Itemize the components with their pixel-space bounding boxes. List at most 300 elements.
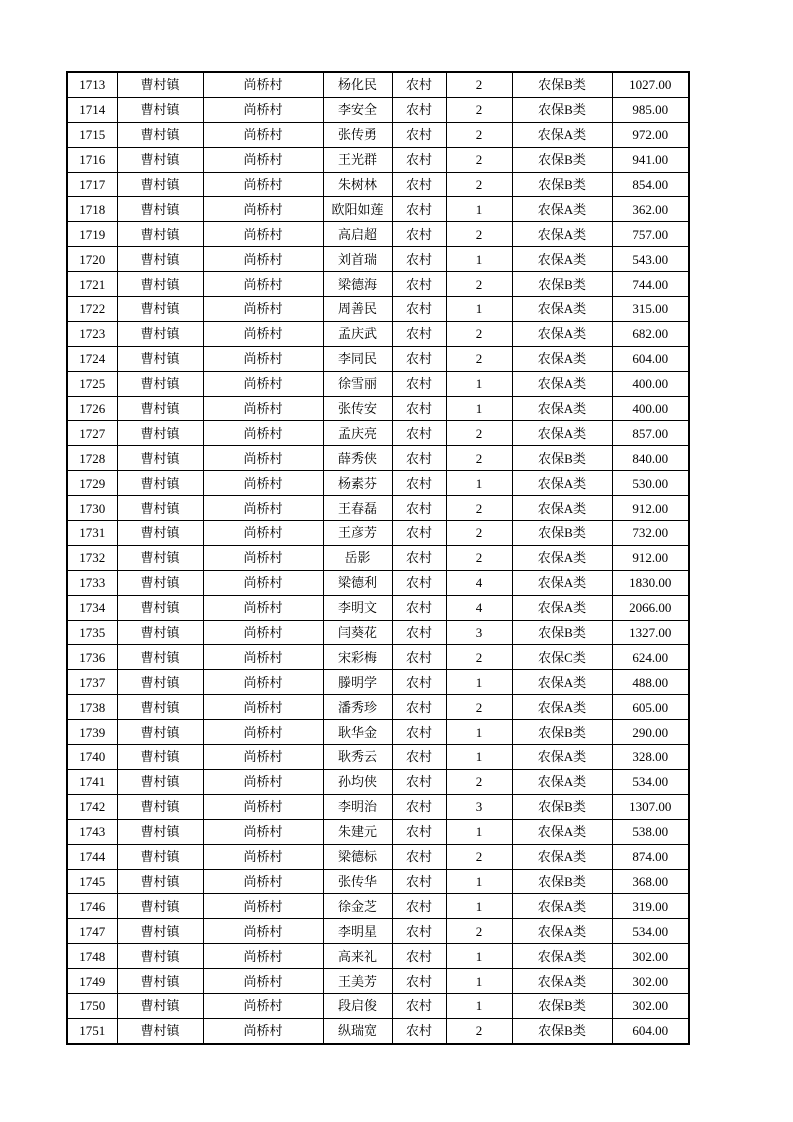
cell-village: 尚桥村 bbox=[203, 993, 323, 1018]
cell-person-name: 朱建元 bbox=[323, 819, 392, 844]
cell-person-name: 徐雪丽 bbox=[323, 371, 392, 396]
cell-village: 尚桥村 bbox=[203, 446, 323, 471]
cell-person-count: 4 bbox=[446, 570, 512, 595]
table-row bbox=[67, 595, 689, 620]
cell-person-count: 1 bbox=[446, 894, 512, 919]
cell-person-count: 1 bbox=[446, 371, 512, 396]
cell-village: 尚桥村 bbox=[203, 97, 323, 122]
cell-serial-number: 1720 bbox=[67, 247, 117, 272]
cell-town: 曹村镇 bbox=[117, 521, 203, 546]
cell-town: 曹村镇 bbox=[117, 794, 203, 819]
cell-person-name: 潘秀珍 bbox=[323, 695, 392, 720]
cell-person-name: 杨素芬 bbox=[323, 471, 392, 496]
table-row bbox=[67, 745, 689, 770]
cell-person-name: 纵瑞宽 bbox=[323, 1018, 392, 1043]
cell-village: 尚桥村 bbox=[203, 272, 323, 297]
cell-person-count: 2 bbox=[446, 496, 512, 521]
cell-residence-type: 农村 bbox=[392, 720, 446, 745]
cell-insurance-category: 农保A类 bbox=[512, 919, 612, 944]
table-row bbox=[67, 272, 689, 297]
cell-insurance-category: 农保A类 bbox=[512, 421, 612, 446]
cell-amount: 1327.00 bbox=[612, 620, 689, 645]
cell-person-name: 徐金芝 bbox=[323, 894, 392, 919]
cell-serial-number: 1728 bbox=[67, 446, 117, 471]
cell-residence-type: 农村 bbox=[392, 595, 446, 620]
cell-amount: 757.00 bbox=[612, 222, 689, 247]
cell-person-count: 2 bbox=[446, 147, 512, 172]
cell-amount: 604.00 bbox=[612, 1018, 689, 1043]
cell-residence-type: 农村 bbox=[392, 944, 446, 969]
cell-person-count: 3 bbox=[446, 620, 512, 645]
cell-insurance-category: 农保A类 bbox=[512, 545, 612, 570]
cell-town: 曹村镇 bbox=[117, 695, 203, 720]
cell-person-count: 1 bbox=[446, 993, 512, 1018]
cell-town: 曹村镇 bbox=[117, 670, 203, 695]
cell-town: 曹村镇 bbox=[117, 272, 203, 297]
cell-person-count: 2 bbox=[446, 72, 512, 97]
cell-town: 曹村镇 bbox=[117, 122, 203, 147]
cell-serial-number: 1717 bbox=[67, 172, 117, 197]
table-row bbox=[67, 446, 689, 471]
cell-village: 尚桥村 bbox=[203, 670, 323, 695]
cell-residence-type: 农村 bbox=[392, 745, 446, 770]
cell-insurance-category: 农保A类 bbox=[512, 471, 612, 496]
cell-person-count: 1 bbox=[446, 969, 512, 994]
cell-residence-type: 农村 bbox=[392, 147, 446, 172]
cell-person-count: 2 bbox=[446, 172, 512, 197]
cell-person-name: 周善民 bbox=[323, 297, 392, 322]
table-row bbox=[67, 620, 689, 645]
cell-serial-number: 1731 bbox=[67, 521, 117, 546]
cell-residence-type: 农村 bbox=[392, 570, 446, 595]
cell-insurance-category: 农保A类 bbox=[512, 944, 612, 969]
cell-residence-type: 农村 bbox=[392, 769, 446, 794]
cell-amount: 854.00 bbox=[612, 172, 689, 197]
cell-village: 尚桥村 bbox=[203, 471, 323, 496]
cell-serial-number: 1722 bbox=[67, 297, 117, 322]
cell-person-name: 高启超 bbox=[323, 222, 392, 247]
cell-town: 曹村镇 bbox=[117, 421, 203, 446]
cell-village: 尚桥村 bbox=[203, 172, 323, 197]
cell-town: 曹村镇 bbox=[117, 620, 203, 645]
cell-serial-number: 1729 bbox=[67, 471, 117, 496]
cell-residence-type: 农村 bbox=[392, 297, 446, 322]
cell-serial-number: 1750 bbox=[67, 993, 117, 1018]
cell-village: 尚桥村 bbox=[203, 197, 323, 222]
cell-person-name: 滕明学 bbox=[323, 670, 392, 695]
cell-amount: 534.00 bbox=[612, 919, 689, 944]
cell-town: 曹村镇 bbox=[117, 570, 203, 595]
cell-person-name: 张传安 bbox=[323, 396, 392, 421]
cell-person-name: 张传华 bbox=[323, 869, 392, 894]
cell-person-name: 孟庆亮 bbox=[323, 421, 392, 446]
cell-town: 曹村镇 bbox=[117, 1018, 203, 1043]
cell-amount: 605.00 bbox=[612, 695, 689, 720]
payment-table bbox=[66, 71, 690, 1045]
cell-village: 尚桥村 bbox=[203, 595, 323, 620]
cell-serial-number: 1733 bbox=[67, 570, 117, 595]
cell-town: 曹村镇 bbox=[117, 321, 203, 346]
table-row bbox=[67, 969, 689, 994]
cell-person-count: 1 bbox=[446, 247, 512, 272]
cell-serial-number: 1736 bbox=[67, 645, 117, 670]
cell-amount: 732.00 bbox=[612, 521, 689, 546]
cell-residence-type: 农村 bbox=[392, 421, 446, 446]
cell-person-count: 3 bbox=[446, 794, 512, 819]
cell-residence-type: 农村 bbox=[392, 969, 446, 994]
cell-serial-number: 1751 bbox=[67, 1018, 117, 1043]
cell-town: 曹村镇 bbox=[117, 919, 203, 944]
cell-insurance-category: 农保B类 bbox=[512, 97, 612, 122]
cell-town: 曹村镇 bbox=[117, 446, 203, 471]
cell-village: 尚桥村 bbox=[203, 695, 323, 720]
cell-person-name: 宋彩梅 bbox=[323, 645, 392, 670]
cell-town: 曹村镇 bbox=[117, 346, 203, 371]
cell-village: 尚桥村 bbox=[203, 969, 323, 994]
cell-serial-number: 1746 bbox=[67, 894, 117, 919]
cell-village: 尚桥村 bbox=[203, 297, 323, 322]
table-row bbox=[67, 396, 689, 421]
cell-insurance-category: 农保A类 bbox=[512, 769, 612, 794]
cell-person-count: 1 bbox=[446, 197, 512, 222]
cell-residence-type: 农村 bbox=[392, 222, 446, 247]
cell-village: 尚桥村 bbox=[203, 869, 323, 894]
table-row bbox=[67, 869, 689, 894]
cell-serial-number: 1747 bbox=[67, 919, 117, 944]
cell-town: 曹村镇 bbox=[117, 645, 203, 670]
table-row bbox=[67, 371, 689, 396]
cell-person-name: 朱树林 bbox=[323, 172, 392, 197]
cell-amount: 840.00 bbox=[612, 446, 689, 471]
table-row bbox=[67, 97, 689, 122]
cell-amount: 319.00 bbox=[612, 894, 689, 919]
cell-amount: 315.00 bbox=[612, 297, 689, 322]
cell-person-count: 2 bbox=[446, 919, 512, 944]
cell-amount: 538.00 bbox=[612, 819, 689, 844]
cell-village: 尚桥村 bbox=[203, 346, 323, 371]
cell-insurance-category: 农保B类 bbox=[512, 720, 612, 745]
cell-serial-number: 1725 bbox=[67, 371, 117, 396]
cell-insurance-category: 农保C类 bbox=[512, 645, 612, 670]
cell-serial-number: 1744 bbox=[67, 844, 117, 869]
cell-village: 尚桥村 bbox=[203, 944, 323, 969]
cell-person-count: 2 bbox=[446, 1018, 512, 1043]
cell-person-name: 李同民 bbox=[323, 346, 392, 371]
cell-insurance-category: 农保A类 bbox=[512, 247, 612, 272]
cell-insurance-category: 农保A类 bbox=[512, 396, 612, 421]
cell-town: 曹村镇 bbox=[117, 72, 203, 97]
cell-amount: 290.00 bbox=[612, 720, 689, 745]
cell-person-count: 1 bbox=[446, 396, 512, 421]
cell-person-count: 2 bbox=[446, 645, 512, 670]
cell-serial-number: 1718 bbox=[67, 197, 117, 222]
cell-serial-number: 1738 bbox=[67, 695, 117, 720]
cell-person-count: 2 bbox=[446, 222, 512, 247]
cell-insurance-category: 农保A类 bbox=[512, 496, 612, 521]
cell-residence-type: 农村 bbox=[392, 371, 446, 396]
cell-amount: 302.00 bbox=[612, 993, 689, 1018]
cell-village: 尚桥村 bbox=[203, 844, 323, 869]
table-row bbox=[67, 147, 689, 172]
cell-village: 尚桥村 bbox=[203, 794, 323, 819]
cell-amount: 302.00 bbox=[612, 944, 689, 969]
cell-amount: 624.00 bbox=[612, 645, 689, 670]
cell-town: 曹村镇 bbox=[117, 545, 203, 570]
cell-serial-number: 1749 bbox=[67, 969, 117, 994]
table-row bbox=[67, 197, 689, 222]
cell-town: 曹村镇 bbox=[117, 247, 203, 272]
cell-amount: 857.00 bbox=[612, 421, 689, 446]
cell-village: 尚桥村 bbox=[203, 371, 323, 396]
cell-village: 尚桥村 bbox=[203, 496, 323, 521]
cell-insurance-category: 农保B类 bbox=[512, 172, 612, 197]
cell-residence-type: 农村 bbox=[392, 122, 446, 147]
cell-town: 曹村镇 bbox=[117, 471, 203, 496]
cell-person-name: 张传勇 bbox=[323, 122, 392, 147]
cell-amount: 488.00 bbox=[612, 670, 689, 695]
table-row bbox=[67, 545, 689, 570]
cell-person-name: 梁德利 bbox=[323, 570, 392, 595]
cell-serial-number: 1741 bbox=[67, 769, 117, 794]
cell-insurance-category: 农保B类 bbox=[512, 1018, 612, 1043]
cell-person-count: 2 bbox=[446, 446, 512, 471]
table-row bbox=[67, 645, 689, 670]
cell-village: 尚桥村 bbox=[203, 122, 323, 147]
cell-amount: 985.00 bbox=[612, 97, 689, 122]
table-row bbox=[67, 471, 689, 496]
cell-residence-type: 农村 bbox=[392, 819, 446, 844]
cell-town: 曹村镇 bbox=[117, 371, 203, 396]
cell-town: 曹村镇 bbox=[117, 745, 203, 770]
cell-insurance-category: 农保B类 bbox=[512, 147, 612, 172]
cell-serial-number: 1721 bbox=[67, 272, 117, 297]
cell-serial-number: 1713 bbox=[67, 72, 117, 97]
table-row bbox=[67, 695, 689, 720]
cell-village: 尚桥村 bbox=[203, 570, 323, 595]
cell-residence-type: 农村 bbox=[392, 645, 446, 670]
cell-person-name: 李明文 bbox=[323, 595, 392, 620]
cell-insurance-category: 农保A类 bbox=[512, 371, 612, 396]
cell-person-name: 薛秀侠 bbox=[323, 446, 392, 471]
cell-residence-type: 农村 bbox=[392, 197, 446, 222]
table-row bbox=[67, 346, 689, 371]
cell-residence-type: 农村 bbox=[392, 993, 446, 1018]
cell-village: 尚桥村 bbox=[203, 247, 323, 272]
cell-insurance-category: 农保A类 bbox=[512, 894, 612, 919]
cell-village: 尚桥村 bbox=[203, 769, 323, 794]
table-row bbox=[67, 496, 689, 521]
cell-person-count: 1 bbox=[446, 944, 512, 969]
cell-insurance-category: 农保A类 bbox=[512, 969, 612, 994]
cell-amount: 912.00 bbox=[612, 545, 689, 570]
cell-village: 尚桥村 bbox=[203, 521, 323, 546]
cell-person-count: 1 bbox=[446, 471, 512, 496]
cell-serial-number: 1748 bbox=[67, 944, 117, 969]
cell-town: 曹村镇 bbox=[117, 844, 203, 869]
cell-town: 曹村镇 bbox=[117, 944, 203, 969]
cell-town: 曹村镇 bbox=[117, 720, 203, 745]
cell-serial-number: 1734 bbox=[67, 595, 117, 620]
cell-insurance-category: 农保B类 bbox=[512, 869, 612, 894]
cell-person-count: 2 bbox=[446, 122, 512, 147]
cell-insurance-category: 农保A类 bbox=[512, 222, 612, 247]
cell-person-count: 2 bbox=[446, 321, 512, 346]
cell-person-name: 孙均侠 bbox=[323, 769, 392, 794]
cell-residence-type: 农村 bbox=[392, 272, 446, 297]
payment-table-body bbox=[67, 72, 689, 1044]
cell-town: 曹村镇 bbox=[117, 869, 203, 894]
cell-insurance-category: 农保A类 bbox=[512, 122, 612, 147]
cell-amount: 534.00 bbox=[612, 769, 689, 794]
cell-serial-number: 1743 bbox=[67, 819, 117, 844]
cell-town: 曹村镇 bbox=[117, 172, 203, 197]
cell-serial-number: 1716 bbox=[67, 147, 117, 172]
table-row bbox=[67, 993, 689, 1018]
table-row bbox=[67, 894, 689, 919]
cell-insurance-category: 农保A类 bbox=[512, 321, 612, 346]
table-row bbox=[67, 247, 689, 272]
cell-residence-type: 农村 bbox=[392, 97, 446, 122]
table-row bbox=[67, 1018, 689, 1043]
cell-serial-number: 1737 bbox=[67, 670, 117, 695]
cell-insurance-category: 农保B类 bbox=[512, 794, 612, 819]
cell-village: 尚桥村 bbox=[203, 1018, 323, 1043]
cell-insurance-category: 农保B类 bbox=[512, 446, 612, 471]
table-row bbox=[67, 297, 689, 322]
cell-person-name: 王春磊 bbox=[323, 496, 392, 521]
cell-amount: 1307.00 bbox=[612, 794, 689, 819]
cell-town: 曹村镇 bbox=[117, 993, 203, 1018]
cell-serial-number: 1714 bbox=[67, 97, 117, 122]
cell-residence-type: 农村 bbox=[392, 247, 446, 272]
cell-insurance-category: 农保A类 bbox=[512, 670, 612, 695]
cell-residence-type: 农村 bbox=[392, 496, 446, 521]
cell-insurance-category: 农保B类 bbox=[512, 72, 612, 97]
cell-insurance-category: 农保B类 bbox=[512, 993, 612, 1018]
cell-village: 尚桥村 bbox=[203, 72, 323, 97]
cell-insurance-category: 农保A类 bbox=[512, 819, 612, 844]
cell-serial-number: 1715 bbox=[67, 122, 117, 147]
cell-amount: 604.00 bbox=[612, 346, 689, 371]
cell-amount: 1830.00 bbox=[612, 570, 689, 595]
cell-residence-type: 农村 bbox=[392, 72, 446, 97]
cell-residence-type: 农村 bbox=[392, 620, 446, 645]
cell-person-name: 梁德标 bbox=[323, 844, 392, 869]
cell-residence-type: 农村 bbox=[392, 919, 446, 944]
cell-serial-number: 1735 bbox=[67, 620, 117, 645]
table-row bbox=[67, 521, 689, 546]
cell-amount: 941.00 bbox=[612, 147, 689, 172]
cell-residence-type: 农村 bbox=[392, 1018, 446, 1043]
cell-village: 尚桥村 bbox=[203, 745, 323, 770]
cell-village: 尚桥村 bbox=[203, 819, 323, 844]
cell-person-count: 4 bbox=[446, 595, 512, 620]
cell-serial-number: 1726 bbox=[67, 396, 117, 421]
cell-serial-number: 1724 bbox=[67, 346, 117, 371]
cell-serial-number: 1745 bbox=[67, 869, 117, 894]
table-row bbox=[67, 122, 689, 147]
cell-insurance-category: 农保A类 bbox=[512, 346, 612, 371]
cell-serial-number: 1730 bbox=[67, 496, 117, 521]
cell-amount: 972.00 bbox=[612, 122, 689, 147]
table-row bbox=[67, 570, 689, 595]
table-row bbox=[67, 720, 689, 745]
cell-town: 曹村镇 bbox=[117, 894, 203, 919]
cell-insurance-category: 农保B类 bbox=[512, 521, 612, 546]
cell-person-count: 1 bbox=[446, 819, 512, 844]
table-row bbox=[67, 321, 689, 346]
cell-town: 曹村镇 bbox=[117, 819, 203, 844]
cell-residence-type: 农村 bbox=[392, 471, 446, 496]
cell-amount: 682.00 bbox=[612, 321, 689, 346]
cell-person-count: 2 bbox=[446, 521, 512, 546]
cell-amount: 1027.00 bbox=[612, 72, 689, 97]
cell-town: 曹村镇 bbox=[117, 147, 203, 172]
cell-insurance-category: 农保A类 bbox=[512, 595, 612, 620]
cell-village: 尚桥村 bbox=[203, 396, 323, 421]
cell-person-name: 李明星 bbox=[323, 919, 392, 944]
cell-town: 曹村镇 bbox=[117, 197, 203, 222]
cell-person-count: 2 bbox=[446, 272, 512, 297]
cell-village: 尚桥村 bbox=[203, 720, 323, 745]
cell-town: 曹村镇 bbox=[117, 396, 203, 421]
cell-person-name: 刘首瑞 bbox=[323, 247, 392, 272]
cell-insurance-category: 农保A类 bbox=[512, 297, 612, 322]
cell-amount: 362.00 bbox=[612, 197, 689, 222]
cell-person-count: 1 bbox=[446, 745, 512, 770]
cell-person-count: 2 bbox=[446, 769, 512, 794]
cell-amount: 874.00 bbox=[612, 844, 689, 869]
cell-person-count: 2 bbox=[446, 844, 512, 869]
cell-person-name: 高来礼 bbox=[323, 944, 392, 969]
cell-person-name: 岳影 bbox=[323, 545, 392, 570]
cell-person-count: 2 bbox=[446, 346, 512, 371]
cell-serial-number: 1727 bbox=[67, 421, 117, 446]
cell-village: 尚桥村 bbox=[203, 645, 323, 670]
cell-person-name: 耿秀云 bbox=[323, 745, 392, 770]
cell-town: 曹村镇 bbox=[117, 222, 203, 247]
cell-person-name: 孟庆武 bbox=[323, 321, 392, 346]
cell-amount: 400.00 bbox=[612, 396, 689, 421]
cell-residence-type: 农村 bbox=[392, 844, 446, 869]
cell-serial-number: 1723 bbox=[67, 321, 117, 346]
cell-residence-type: 农村 bbox=[392, 172, 446, 197]
cell-town: 曹村镇 bbox=[117, 297, 203, 322]
table-row bbox=[67, 72, 689, 97]
cell-residence-type: 农村 bbox=[392, 894, 446, 919]
cell-person-count: 1 bbox=[446, 720, 512, 745]
cell-insurance-category: 农保B类 bbox=[512, 272, 612, 297]
cell-person-count: 2 bbox=[446, 695, 512, 720]
cell-serial-number: 1719 bbox=[67, 222, 117, 247]
cell-insurance-category: 农保A类 bbox=[512, 844, 612, 869]
cell-person-name: 李明治 bbox=[323, 794, 392, 819]
table-row bbox=[67, 421, 689, 446]
cell-person-name: 梁德海 bbox=[323, 272, 392, 297]
cell-residence-type: 农村 bbox=[392, 545, 446, 570]
cell-village: 尚桥村 bbox=[203, 894, 323, 919]
cell-amount: 530.00 bbox=[612, 471, 689, 496]
table-row bbox=[67, 844, 689, 869]
cell-amount: 912.00 bbox=[612, 496, 689, 521]
cell-residence-type: 农村 bbox=[392, 670, 446, 695]
cell-village: 尚桥村 bbox=[203, 421, 323, 446]
cell-residence-type: 农村 bbox=[392, 521, 446, 546]
cell-insurance-category: 农保A类 bbox=[512, 197, 612, 222]
cell-person-name: 耿华金 bbox=[323, 720, 392, 745]
cell-person-name: 闫葵花 bbox=[323, 620, 392, 645]
cell-amount: 400.00 bbox=[612, 371, 689, 396]
